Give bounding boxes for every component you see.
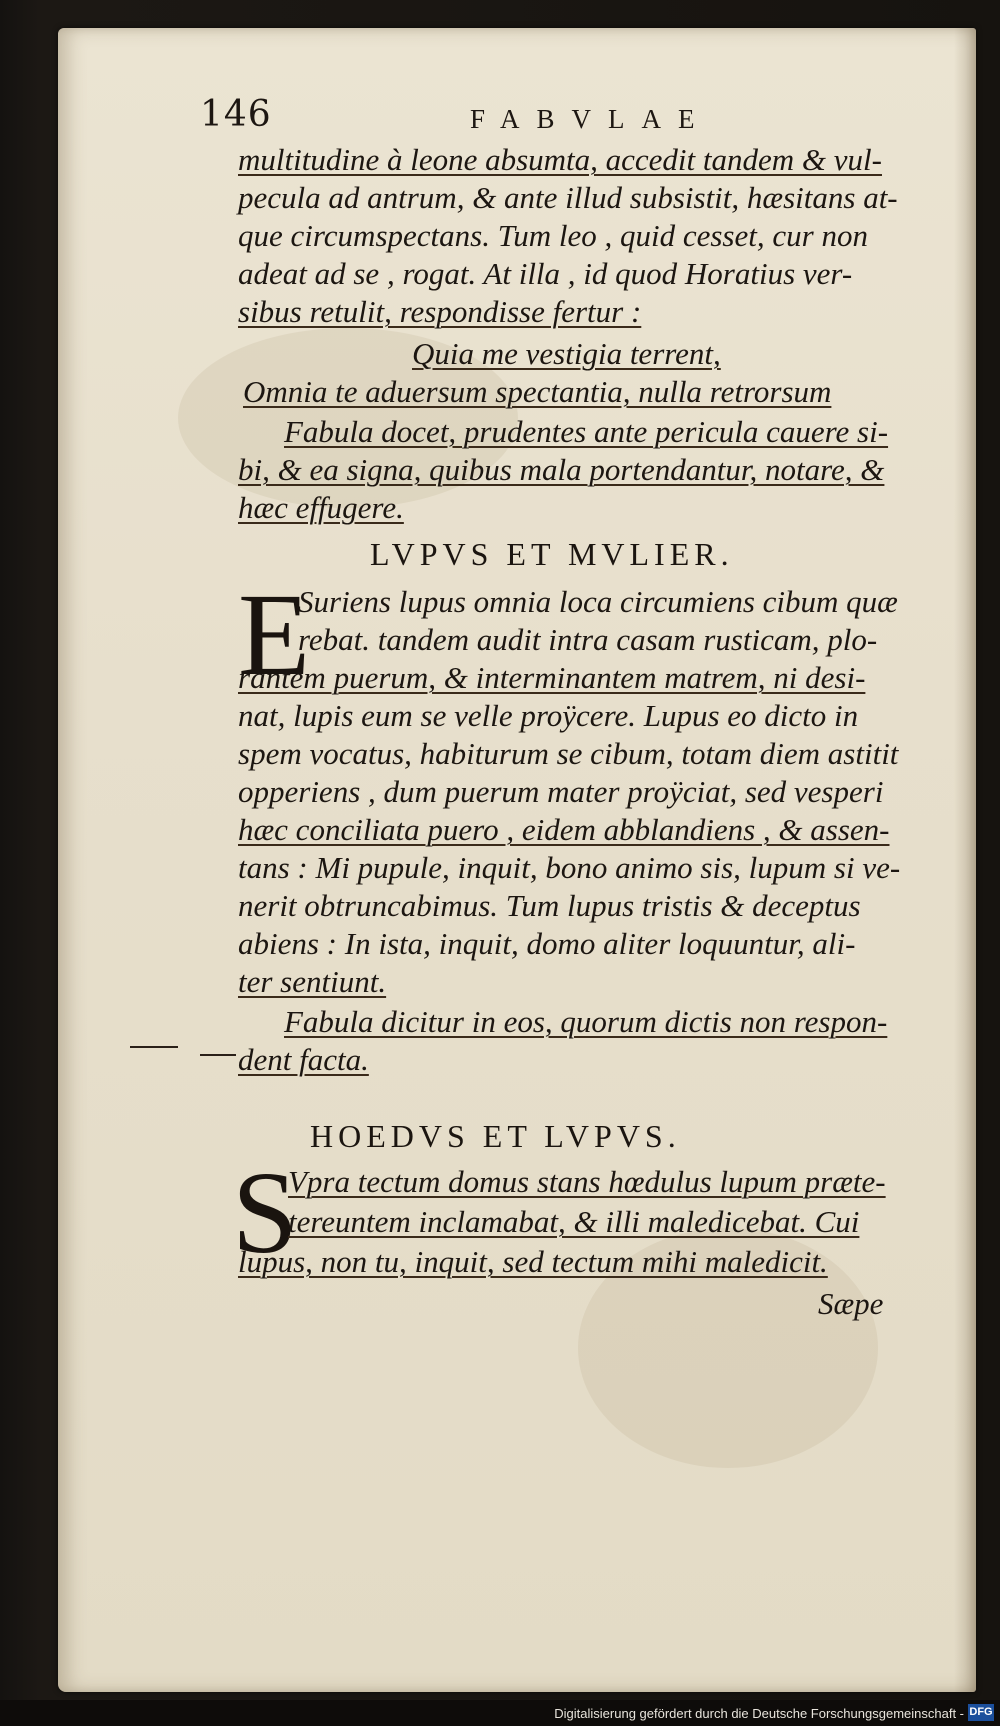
page-header	[200, 94, 960, 134]
fable2-line: tans : Mi pupule, inquit, bono animo sis, lupum si ve-	[238, 850, 901, 885]
fable2-title: LVPVS ET MVLIER.	[370, 536, 734, 572]
fable2-line: hæc conciliata puero , eidem abblandiens , & assen-	[238, 812, 890, 847]
fable2-line: rantem puerum, & interminantem matrem, ni desi-	[238, 660, 866, 695]
pen-stroke	[200, 1054, 236, 1056]
fable3-dropcap: S	[232, 1147, 298, 1278]
digitization-credit: Digitalisierung gefördert durch die Deutsche Forschungsgemeinschaft -	[554, 1706, 964, 1721]
fable2-line: nerit obtruncabimus. Tum lupus tristis & deceptus	[238, 888, 861, 923]
fable1-line: adeat ad se , rogat. At illa , id quod Horatius ver-	[238, 256, 853, 291]
fable1-line: que circumspectans. Tum leo , quid cesset, cur non	[238, 218, 868, 253]
running-title: FABVLAE	[470, 104, 712, 134]
fable2-moral-line: Fabula dicitur in eos, quorum dictis non respon-	[284, 1004, 888, 1039]
fable1-line: multitudine à leone absumta, accedit tandem & vul-	[238, 142, 882, 177]
fable3-line: tereuntem inclamabat, & illi maledicebat. Cui	[288, 1204, 860, 1239]
page-edge-shadow	[954, 28, 976, 1692]
catchword: Sæpe	[818, 1286, 884, 1321]
fable2-line: Suriens lupus omnia loca circumiens cibum quæ	[298, 584, 898, 619]
fable1-line: pecula ad antrum, & ante illud subsistit, hæsitans at-	[238, 180, 898, 215]
fable1-line: sibus retulit, respondisse fertur :	[238, 294, 642, 329]
fable3-title: HOEDVS ET LVPVS.	[310, 1118, 681, 1154]
verse-line: Omnia te aduersum spectantia, nulla retrorsum	[243, 374, 832, 409]
fable1-moral-line: bi, & ea signa, quibus mala portendantur, notare, &	[238, 452, 885, 487]
fable2-moral-line: dent facta.	[238, 1042, 369, 1077]
dfg-logo: DFG	[968, 1704, 994, 1721]
fable2-line: nat, lupis eum se velle proÿcere. Lupus eo dicto in	[238, 698, 859, 733]
fable3-line: lupus, non tu, inquit, sed tectum mihi maledicit.	[238, 1244, 828, 1279]
fable1-moral-line: Fabula docet, prudentes ante pericula cauere si-	[284, 414, 889, 449]
page-number: 146	[200, 94, 272, 135]
fable2-line: ter sentiunt.	[238, 964, 387, 999]
fable2-line: opperiens , dum puerum mater proÿciat, sed vesperi	[238, 774, 884, 809]
fable1-moral-line: hæc effugere.	[238, 490, 404, 525]
fable2-line: abiens : In ista, inquit, domo aliter loquuntur, ali-	[238, 926, 856, 961]
verse-line: Quia me vestigia terrent,	[412, 336, 721, 371]
fable3-line: Vpra tectum domus stans hœdulus lupum præte-	[288, 1164, 886, 1199]
pen-stroke	[130, 1046, 178, 1048]
fable2-line: spem vocatus, habiturum se cibum, totam diem astitit	[238, 736, 899, 771]
fable2-line: rebat. tandem audit intra casam rusticam, plo-	[298, 622, 878, 657]
fable2-dropcap: E	[238, 569, 311, 700]
